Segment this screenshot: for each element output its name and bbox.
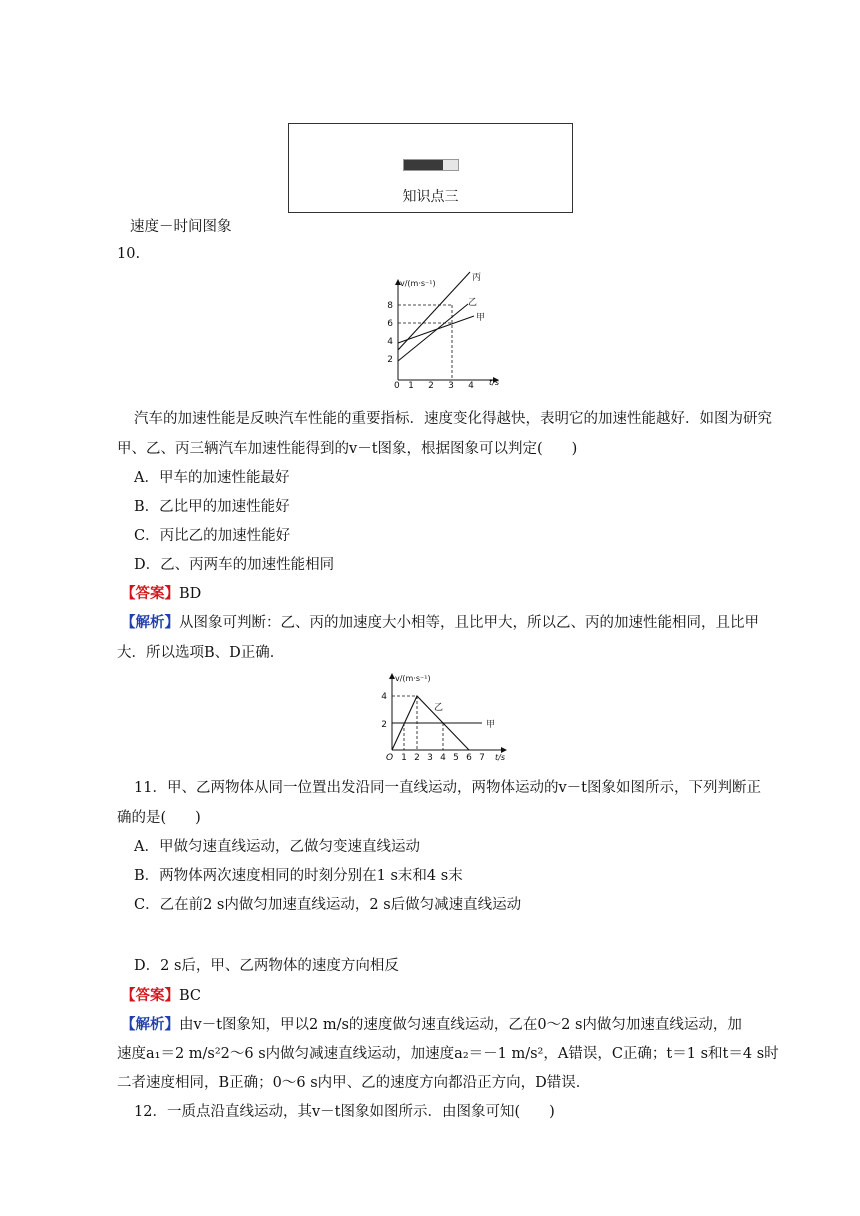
q10-answer [121, 582, 201, 603]
answer-tag: 【答案】 [121, 585, 179, 602]
x-tick-label: 1 [408, 381, 414, 391]
origin-label: 0 [394, 381, 400, 391]
analysis-text: 从图象可判断：乙、丙的加速度大小相等，且比甲大，所以乙、丙的加速性能相同，且比甲 [179, 615, 759, 631]
q10-option-a: A．甲车的加速性能最好 [134, 470, 290, 486]
y-tick-label: 2 [381, 720, 387, 730]
q11-option-d: D．2 s后，甲、乙两物体的速度方向相反 [134, 958, 399, 974]
x-tick-label: 6 [466, 753, 472, 763]
x-axis-label: t/s [489, 378, 499, 387]
q11-analysis-line1 [121, 1013, 742, 1034]
q10-stem-line1: 汽车的加速性能是反映汽车性能的重要指标．速度变化得越快，表明它的加速性能越好．如图为研究 [134, 411, 772, 427]
answer-value: BD [179, 586, 202, 602]
progress-bar [403, 159, 459, 171]
q11-stem-line2: 确的是( ) [117, 810, 201, 826]
x-tick-label: 3 [427, 753, 433, 763]
q11-analysis-line2: 速度a₁＝2 m/s²2～6 s内做匀减速直线运动，加速度a₂＝－1 m/s²，A错误，C正确；t＝1 s和t＝4 s时 [117, 1046, 779, 1062]
label-yi: 乙 [434, 703, 444, 713]
q10-analysis-line2: 大．所以选项B、D正确． [117, 645, 285, 661]
x-tick-label: 5 [453, 753, 459, 763]
q11-analysis-line3: 二者速度相同，B正确；0～6 s内甲、乙的速度方向都沿正方向，D错误． [117, 1075, 591, 1091]
label-bing: 丙 [472, 273, 482, 283]
y-tick-label: 4 [381, 692, 387, 702]
y-axis-label: v/(m·s⁻¹) [395, 674, 431, 683]
analysis-tag: 【解析】 [121, 1016, 179, 1033]
section-title: 知识点三 [402, 189, 459, 205]
y-tick-label: 8 [387, 301, 393, 311]
answer-value: BC [179, 988, 202, 1004]
section-header-box [288, 123, 573, 213]
y-axis-label: v/(m·s⁻¹) [400, 279, 436, 288]
label-yi: 乙 [468, 298, 478, 308]
topic-heading: 速度－时间图象 [130, 219, 232, 235]
label-jia: 甲 [486, 720, 496, 730]
vt-graph-2 [378, 670, 510, 765]
x-tick-label: 3 [448, 381, 454, 391]
x-tick-label: 1 [401, 753, 407, 763]
progress-bar-fill [404, 160, 443, 170]
x-tick-label: 7 [479, 753, 485, 763]
y-tick-label: 6 [387, 319, 393, 329]
q11-option-b: B．两物体两次速度相同的时刻分别在1 s末和4 s末 [134, 868, 463, 884]
answer-tag: 【答案】 [121, 987, 179, 1004]
origin-label: O [386, 753, 394, 763]
q10-option-d: D．乙、丙两车的加速性能相同 [134, 557, 335, 573]
x-tick-label: 2 [414, 753, 420, 763]
y-tick-label: 2 [387, 355, 393, 365]
x-tick-label: 2 [428, 381, 434, 391]
q10-stem-line2: 甲、乙、丙三辆汽车加速性能得到的v－t图象，根据图象可以判定( ) [117, 441, 578, 457]
x-tick-label: 4 [468, 381, 474, 391]
x-axis-label: t/s [495, 753, 505, 762]
q11-stem-line1: 11．甲、乙两物体从同一位置出发沿同一直线运动，两物体运动的v－t图象如图所示，下列判断正 [134, 780, 761, 796]
q11-option-c: C．乙在前2 s内做匀加速直线运动，2 s后做匀减速直线运动 [134, 897, 522, 913]
q12-stem: 12．一质点沿直线运动，其v－t图象如图所示．由图象可知( ) [134, 1104, 555, 1120]
vt-graph-1 [388, 268, 510, 390]
q11-option-a: A．甲做匀速直线运动，乙做匀变速直线运动 [134, 839, 420, 855]
q10-option-b: B．乙比甲的加速性能好 [134, 499, 290, 515]
analysis-tag: 【解析】 [121, 614, 179, 631]
label-jia: 甲 [476, 313, 486, 323]
question-10-number: 10. [117, 246, 141, 262]
analysis-text: 由v－t图象知，甲以2 m/s的速度做匀速直线运动，乙在0～2 s内做匀加速直线运动，加 [179, 1017, 742, 1033]
y-tick-label: 4 [387, 337, 393, 347]
q11-answer [121, 984, 201, 1005]
q10-option-c: C．丙比乙的加速性能好 [134, 528, 291, 544]
x-tick-label: 4 [440, 753, 446, 763]
q10-analysis-line1 [121, 611, 759, 632]
